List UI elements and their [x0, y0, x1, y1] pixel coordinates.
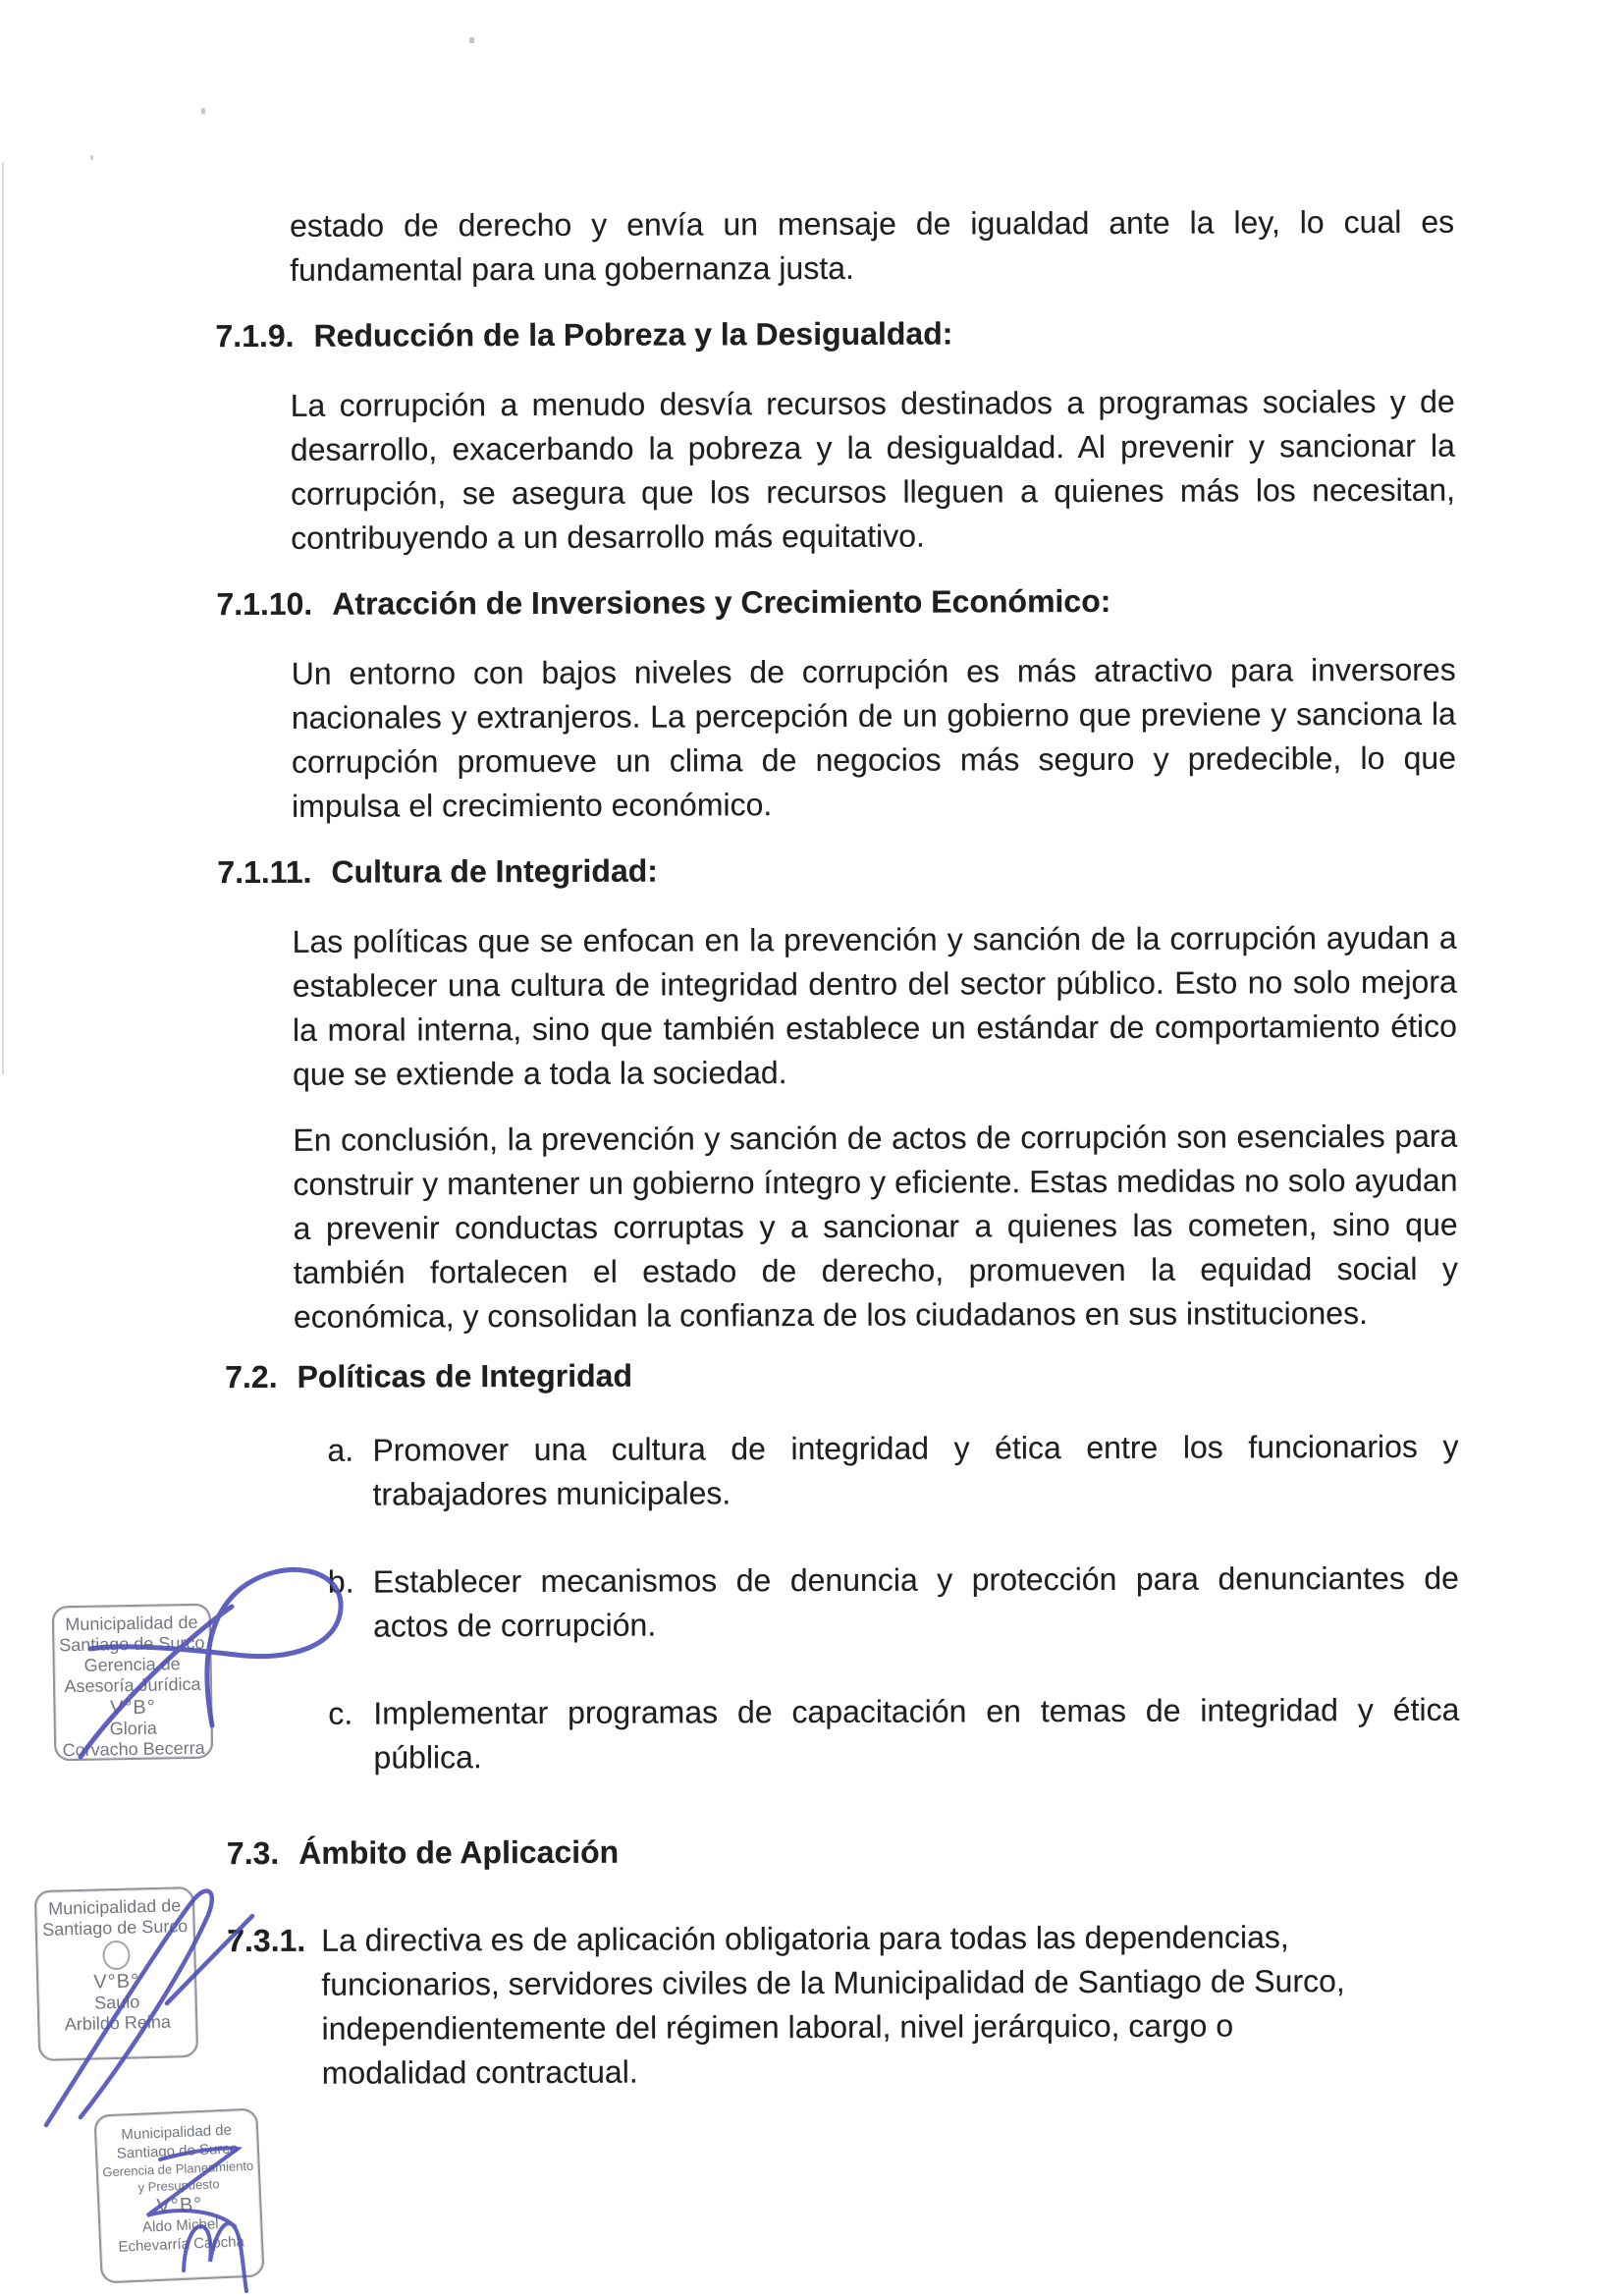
list-item-c [328, 1688, 1459, 1780]
stamp-line: Gerencia de [83, 1654, 181, 1675]
section-number: 7.3. [226, 1834, 280, 1872]
stamp-line: Santiago de Surco [116, 2140, 239, 2162]
list-item-letter: c. [328, 1695, 353, 1731]
clause-number: 7.3.1. [227, 1922, 306, 1959]
stamp-vb-saulo [34, 1886, 198, 2061]
stamp-signer-name: Saulo [93, 1992, 140, 2013]
list-item-text: Promover una cultura de integridad y ética entre los funcionarios y trabajadores municipales. [372, 1428, 1459, 1512]
stamp-signer-name: Corvacho Becerra [62, 1737, 205, 1761]
heading-7-1-10 [216, 578, 1504, 628]
stamp-line: Santiago de Surco [59, 1632, 205, 1656]
list-item-a [327, 1425, 1458, 1517]
stamp-line: Asesoría Jurídica [64, 1673, 201, 1697]
stamp-line: Santiago de Surco [41, 1916, 189, 1940]
stamp-signer-name: Arbildo Reina [64, 2011, 172, 2035]
section-paragraph: Un entorno con bajos niveles de corrupción es más atractivo para inversores nacionales y extranjeros. La percepción de un gobierno que previene y sanciona la corrupción promueve un clima de negocios más seguro y predecible, lo que impulsa el crecimiento económico. [291, 651, 1457, 824]
clause-line: La directiva es de aplicación obligatoria para todas las dependencias, [321, 1919, 1289, 1958]
section-paragraph: La corrupción a menudo desvía recursos destinados a programas sociales y de desarrollo, exacerbando la pobreza y la desigualdad. Al prevenir y sancionar la corrupción, se asegura que los recursos lleguen a quienes más los necesitan, contribuyendo a un desarrollo más equitativo. [290, 383, 1456, 556]
list-item-text: Establecer mecanismos de denuncia y protección para denunciantes de actos de corrupción. [372, 1559, 1459, 1644]
clause-line: modalidad contractual. [321, 2053, 638, 2091]
clause-line: independientemente del régimen laboral, nivel jerárquico, cargo o [321, 2007, 1234, 2047]
list-item-letter: b. [327, 1563, 354, 1600]
section-number: 7.2. [225, 1358, 278, 1395]
clause-line: funcionarios, servidores civiles de la Municipalidad de Santiago de Surco, [321, 1963, 1345, 2002]
section-number: 7.1.11. [217, 853, 312, 891]
list-item-b [328, 1557, 1459, 1649]
stamp-line: Municipalidad de [65, 1612, 198, 1635]
municipal-emblem-icon [102, 1941, 131, 1971]
section-title: Ámbito de Aplicación [298, 1833, 620, 1871]
section-title: Cultura de Integridad: [331, 852, 658, 890]
stamp-asesoria-juridica [52, 1604, 214, 1762]
clause-text [321, 1915, 1345, 2096]
stamp-planeamiento-presupuesto [93, 2107, 264, 2283]
section-title: Reducción de la Pobreza y la Desigualdad: [313, 315, 953, 354]
stamp-signer-name: Echevarría Capcha [118, 2233, 245, 2256]
section-title: Políticas de Integridad [297, 1357, 633, 1394]
stamp-visto-bueno: V°B° [109, 1696, 156, 1720]
list-item-text: Implementar programas de capacitación en temas de integridad y ética pública. [373, 1691, 1460, 1776]
section-number: 7.1.9. [215, 317, 295, 355]
stamp-line: Municipalidad de [47, 1895, 182, 1919]
stamp-line: Municipalidad de [121, 2121, 233, 2144]
heading-7-1-11 [217, 847, 1505, 896]
stamp-visto-bueno: V°B° [93, 1970, 140, 1994]
stamp-line: Gerencia de Planeamiento [102, 2158, 254, 2180]
section-paragraph: Las políticas que se enfocan en la prevención y sanción de la corrupción ayudan a establecer una cultura de integridad dentro del sector público. Esto no solo mejora la moral interna, sino que también establece un estándar de comportamiento ético que se extiende a toda la sociedad. [292, 919, 1457, 1092]
stamp-signer-name: Gloria [109, 1718, 157, 1739]
heading-7-3 [227, 1828, 1509, 1877]
heading-7-2 [225, 1351, 1507, 1400]
section-number: 7.1.10. [216, 585, 313, 623]
conclusion-paragraph: En conclusión, la prevención y sanción de actos de corrupción son esenciales para construir y mantener un gobierno íntegro y eficiente. Estas medidas no solo ayudan a prevenir conductas corruptas y a sancionar a quienes las cometen, sino que también fortalecen el estado de derecho, promueven la equidad social y económica, y consolidan la confianza de los ciudadanos en sus instituciones. [293, 1118, 1458, 1335]
stamp-line: y Presupuesto [137, 2176, 220, 2195]
intro-paragraph: estado de derecho y envía un mensaje de igualdad ante la ley, lo cual es fundamental para una gobernanza justa. [290, 203, 1455, 288]
clause-7-3-1 [227, 1915, 1451, 2096]
stamp-signer-name: Aldo Michel [141, 2215, 219, 2236]
list-item-letter: a. [327, 1432, 354, 1468]
heading-7-1-9 [215, 310, 1503, 359]
stamp-visto-bueno: V°B° [156, 2193, 203, 2217]
section-title: Atracción de Inversiones y Crecimiento Económico: [332, 582, 1111, 622]
